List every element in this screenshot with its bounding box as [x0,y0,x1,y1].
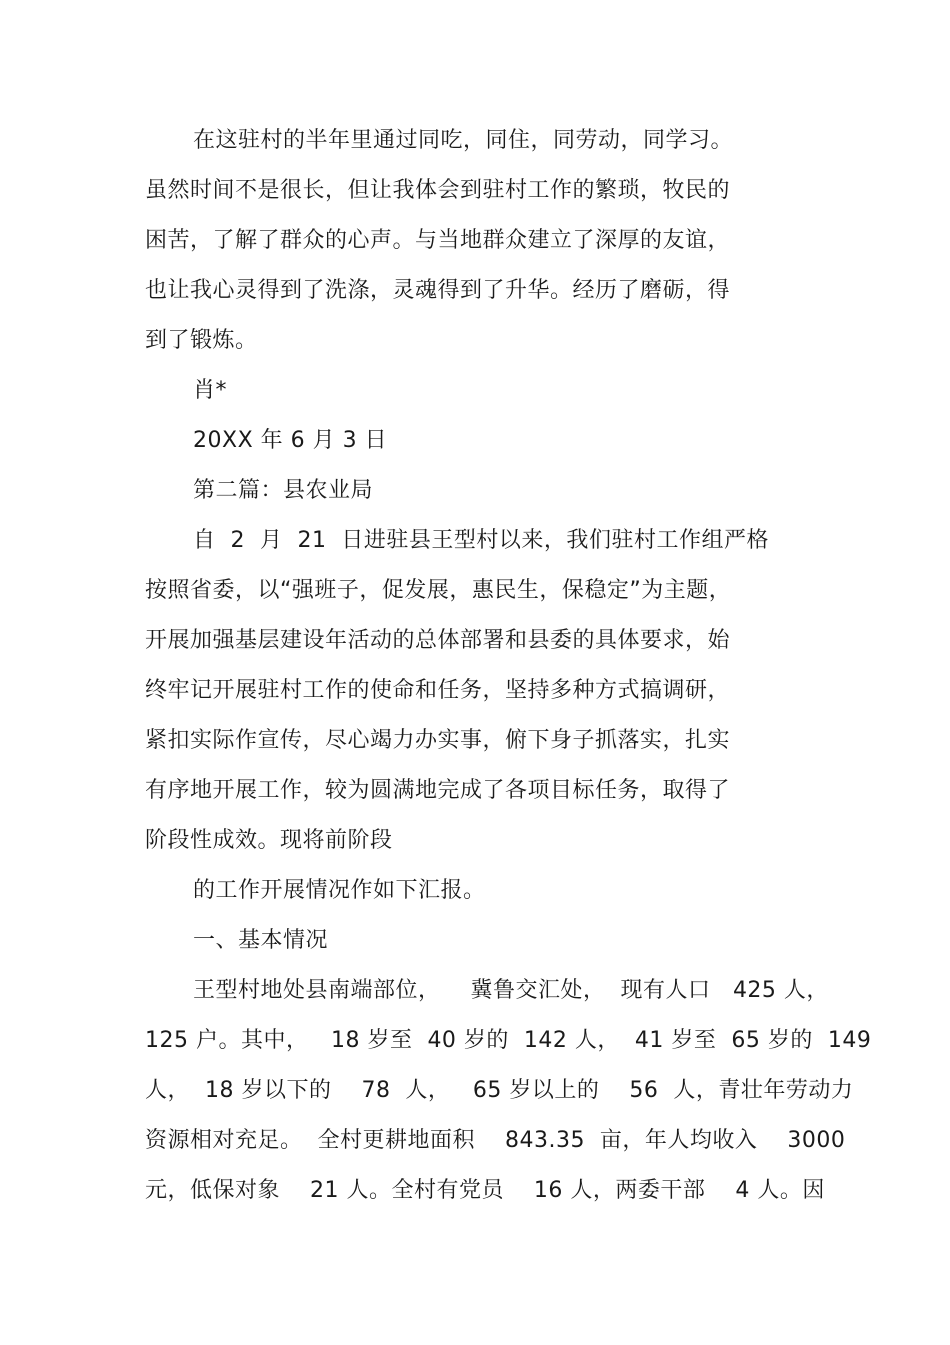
paragraph-line: 也让我心灵得到了洗涤，灵魂得到了升华。经历了磨砺，得 [145,278,731,303]
section-heading: 一、基本情况 [193,928,329,953]
paragraph-line: 按照省委，以“强班子，促发展，惠民生，保稳定”为主题， [145,578,732,603]
paragraph-line: 虽然时间不是很长，但让我体会到驻村工作的繁琐，牧民的 [145,178,731,203]
paragraph-line: 在这驻村的半年里通过同吃，同住，同劳动，同学习。 [193,128,734,153]
paragraph-line: 有序地开展工作，较为圆满地完成了各项目标任务，取得了 [145,778,731,803]
paragraph-line: 终牢记开展驻村工作的使命和任务，坚持多种方式搞调研， [145,678,731,703]
paragraph-line: 人， 18 岁以下的 78 人， 65 岁以上的 56 人，青壮年劳动力 [145,1078,854,1103]
paragraph-line: 紧扣实际作宣传，尽心竭力办实事，俯下身子抓落实，扎实 [145,728,731,753]
paragraph-line: 阶段性成效。现将前阶段 [145,828,393,853]
paragraph-line: 困苦，了解了群众的心声。与当地群众建立了深厚的友谊， [145,228,731,253]
signature-date: 20XX 年 6 月 3 日 [193,428,388,453]
paragraph-line: 的工作开展情况作如下汇报。 [193,878,486,903]
paragraph-line: 到了锻炼。 [145,328,258,353]
section-title: 第二篇：县农业局 [193,478,374,503]
paragraph-line: 王型村地处县南端部位， 冀鲁交汇处， 现有人口 425 人， [193,978,829,1003]
paragraph-line: 开展加强基层建设年活动的总体部署和县委的具体要求，始 [145,628,731,653]
signature-name: 肖* [193,378,228,403]
paragraph-line: 自 2 月 21 日进驻县王型村以来，我们驻村工作组严格 [193,528,769,553]
paragraph-line: 125 户。其中， 18 岁至 40 岁的 142 人， 41 岁至 65 岁的 149 [145,1028,872,1053]
paragraph-line: 元，低保对象 21 人。全村有党员 16 人，两委干部 4 人。因 [145,1178,825,1203]
paragraph-line: 资源相对充足。 全村更耕地面积 843.35 亩，年人均收入 3000 [145,1128,846,1153]
